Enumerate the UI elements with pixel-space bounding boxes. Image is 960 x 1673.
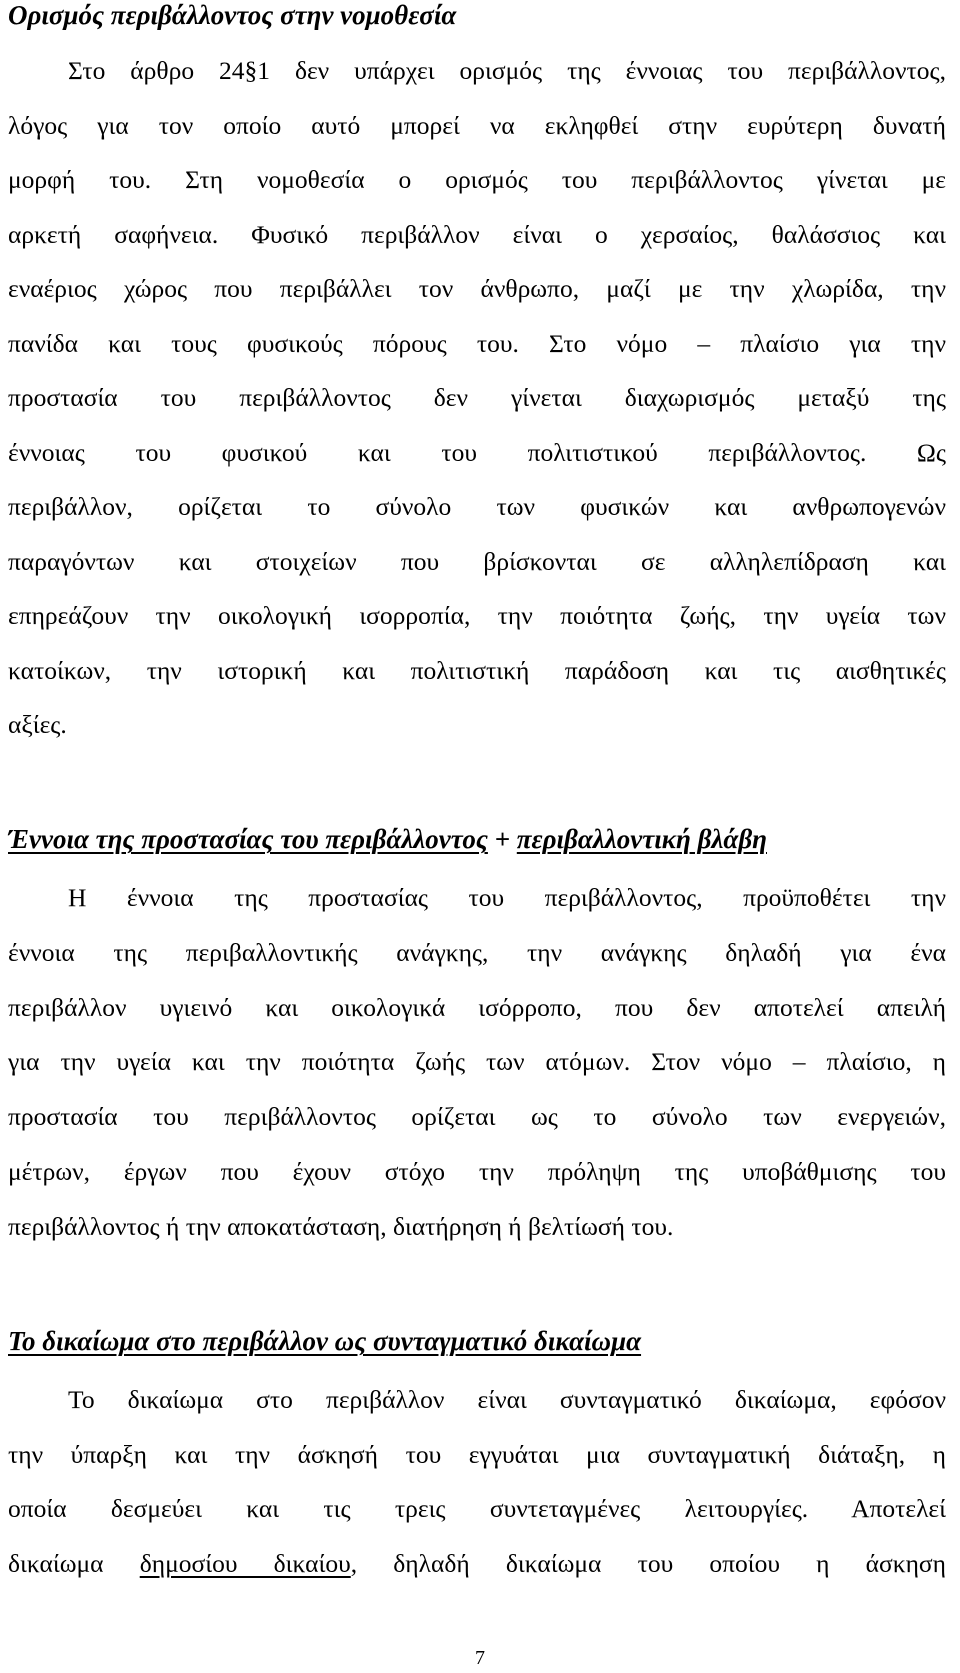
paragraph-line: περιβάλλον, ορίζεται το σύνολο των φυσικών και ανθρωπογενών	[8, 492, 946, 521]
section-title-part: περιβαλλοντική βλάβη	[516, 824, 767, 854]
paragraph-line: προστασία του περιβάλλοντος ορίζεται ως το σύνολο των ενεργειών,	[8, 1102, 946, 1132]
paragraph-line: προστασία του περιβάλλοντος δεν γίνεται διαχωρισμός μεταξύ της	[8, 383, 946, 412]
paragraph-line: οποία δεσμεύει και τις τρεις συντεταγμένες λειτουργίες. Αποτελεί	[8, 1494, 946, 1523]
paragraph-line: παραγόντων και στοιχείων που βρίσκονται σε αλληλεπίδραση και	[8, 546, 946, 576]
paragraph-line: Στο άρθρο 24§1 δεν υπάρχει ορισμός της έννοιας του περιβάλλοντος,	[68, 56, 946, 85]
section-title-text: Το δικαίωμα στο περιβάλλον ως συνταγματικό δικαίωμα	[8, 1326, 642, 1356]
paragraph-line: περιβάλλοντος ή την αποκατάσταση, διατήρηση ή βελτίωσή του.	[8, 1211, 674, 1241]
section-title-environmental-protection	[8, 826, 767, 853]
paragraph-line: Η έννοια της προστασίας του περιβάλλοντος, προϋποθέτει την	[68, 883, 946, 912]
paragraph-constitutional-right	[8, 1373, 946, 1591]
paragraph-line: μορφή του. Στη νομοθεσία ο ορισμός του περιβάλλοντος γίνεται με	[8, 165, 946, 194]
paragraph-line: για την υγεία και την ποιότητα ζωής των ατόμων. Στον νόμο – πλαίσιο, η	[8, 1047, 946, 1077]
section-title-environment-definition	[8, 2, 456, 29]
paragraph-line: Το δικαίωμα στο περιβάλλον είναι συνταγματικό δικαίωμα, εφόσον	[68, 1385, 946, 1414]
paragraph-line: έννοιας του φυσικού και του πολιτιστικού περιβάλλοντος. Ως	[8, 437, 946, 467]
paragraph-line: την ύπαρξη και την άσκησή του εγγυάται μια συνταγματική διάταξη, η	[8, 1439, 946, 1469]
text-run: , δηλαδή δικαίωμα του οποίου η άσκηση	[350, 1548, 947, 1578]
paragraph-environmental-protection	[8, 871, 946, 1255]
paragraph-environment-definition	[8, 44, 946, 753]
section-title-separator: +	[487, 824, 517, 854]
section-title-text: Ορισμός περιβάλλοντος στην νομοθεσία	[8, 0, 457, 30]
section-title-constitutional-right	[8, 1328, 641, 1355]
paragraph-line: αξίες.	[8, 710, 67, 739]
underlined-term-public-law: δημοσίου δικαίου	[139, 1548, 351, 1578]
paragraph-line: μέτρων, έργων που έχουν στόχο την πρόληψη της υποβάθμισης του	[8, 1156, 946, 1186]
paragraph-line: εναέριος χώρος που περιβάλλει τον άνθρωπο, μαζί με την χλωρίδα, την	[8, 274, 946, 303]
paragraph-line: περιβάλλον υγιεινό και οικολογικά ισόρροπο, που δεν αποτελεί απειλή	[8, 992, 946, 1022]
paragraph-line: κατοίκων, την ιστορική και πολιτιστική παράδοση και τις αισθητικές	[8, 655, 946, 685]
paragraph-line: επηρεάζουν την οικολογική ισορροπία, την ποιότητα ζωής, την υγεία των	[8, 601, 946, 630]
text-run: δικαίωμα	[8, 1548, 104, 1578]
paragraph-line: αρκετή σαφήνεια. Φυσικό περιβάλλον είναι ο χερσαίος, θαλάσσιος και	[8, 219, 946, 249]
paragraph-line: λόγος για τον οποίο αυτό μπορεί να εκληφθεί στην ευρύτερη δυνατή	[8, 110, 946, 140]
section-title-part: Έννοια της προστασίας του περιβάλλοντος	[8, 824, 488, 854]
paragraph-line: έννοια της περιβαλλοντικής ανάγκης, την ανάγκης δηλαδή για ένα	[8, 937, 946, 967]
paragraph-line	[8, 1537, 946, 1592]
page-number: 7	[475, 1647, 485, 1669]
paragraph-line: πανίδα και τους φυσικούς πόρους του. Στο νόμο – πλαίσιο για την	[8, 328, 946, 358]
